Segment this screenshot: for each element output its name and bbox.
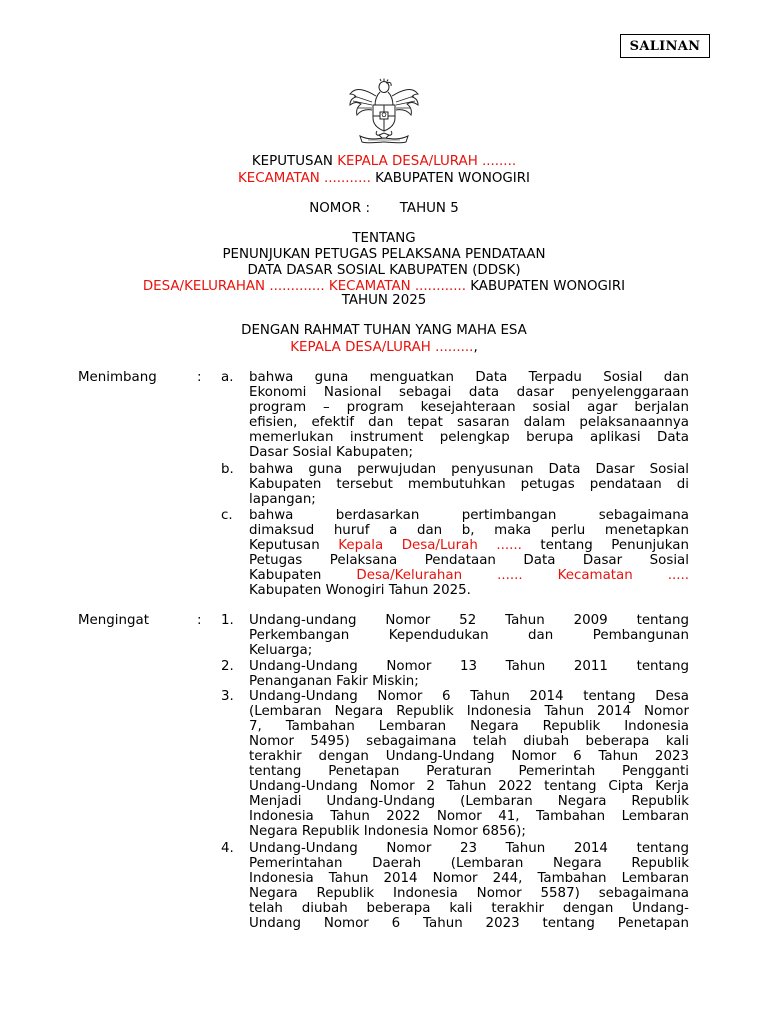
mengingat-colon: :	[197, 613, 202, 628]
mengingat-4-text: Undang-Undang Nomor 23 Tahun 2014 tentang Pemerintahan Daerah (Lembaran Negara Republik Indonesia Tahun 2014 Nomor 244, Tambahan Lembaran Negara Republik Indonesia Nomor 5587) sebagaimana telah diubah beberapa kali terakhir dengan Undang- Undang Nomor 6 Tahun 2023 tentang Penetapan	[249, 841, 689, 931]
menimbang-a-text: bahwa guna menguatkan Data Terpadu Sosial dan Ekonomi Nasional sebagai data dasar penyelenggaraan program – program kesejahteraan sosial agar berjalan efisien, efektif dan tepat sasaran dalam pelaksanaannya memerlukan instrument pelengkap berupa aplikasi Data Dasar Sosial Kabupaten;	[249, 370, 689, 460]
menimbang-c-text: bahwa berdasarkan pertimbangan sebagaimana dimaksud huruf a dan b, maka perlu menetapkan Keputusan Kepala Desa/Lurah ...... tentang Penunjukan Petugas Pelaksana Pendataan Data Dasar Sosial Kabupaten Desa/Kelurahan ...... Kecamatan ..... Kabupaten Wonogiri Tahun 2025.	[249, 508, 689, 598]
mengingat-2-mark: 2.	[221, 659, 234, 674]
document-number: NOMOR : TAHUN 5	[309, 201, 459, 216]
kepala-line: KEPALA DESA/LURAH .........,	[290, 340, 478, 355]
subject-line-1: PENUNJUKAN PETUGAS PELAKSANA PENDATAAN	[222, 247, 546, 262]
menimbang-label: Menimbang	[78, 370, 157, 385]
menimbang-b-mark: b.	[221, 462, 234, 477]
mengingat-4-mark: 4.	[221, 841, 234, 856]
subject-year: TAHUN 2025	[341, 293, 427, 308]
mengingat-1-mark: 1.	[221, 613, 234, 628]
subject-line-2: DATA DASAR SOSIAL KABUPATEN (DDSK)	[247, 263, 521, 278]
menimbang-c-mark: c.	[221, 508, 233, 523]
salinan-stamp: SALINAN	[620, 34, 710, 58]
mengingat-label: Mengingat	[78, 613, 149, 628]
menimbang-a-mark: a.	[221, 370, 234, 385]
rahmat-line: DENGAN RAHMAT TUHAN YANG MAHA ESA	[241, 323, 527, 338]
mengingat-1-text: Undang-undang Nomor 52 Tahun 2009 tentang Perkembangan Kependudukan dan Pembangunan Keluarga;	[249, 613, 689, 658]
mengingat-2-text: Undang-Undang Nomor 13 Tahun 2011 tentang Penanganan Fakir Miskin;	[249, 659, 689, 689]
tentang-heading: TENTANG	[352, 231, 416, 246]
mengingat-3-text: Undang-Undang Nomor 6 Tahun 2014 tentang Desa (Lembaran Negara Republik Indonesia Tahun 2014 Nomor 7, Tambahan Lembaran Negara Republik Indonesia Nomor 5495) sebagaimana telah diubah beberapa kali terakhir dengan Undang-Undang Nomor 6 Tahun 2023 tentang Penetapan Peraturan Pemerintah Pengganti Undang-Undang Nomor 2 Tahun 2022 tentang Cipta Kerja Menjadi Undang-Undang (Lembaran Negara Republik Indonesia Tahun 2022 Nomor 41, Tambahan Lembaran Negara Republik Indonesia Nomor 6856);	[249, 689, 689, 839]
garuda-emblem-icon	[346, 78, 422, 144]
subject-line-3: DESA/KELURAHAN ............. KECAMATAN ............ KABUPATEN WONOGIRI	[142, 279, 626, 294]
menimbang-b-text: bahwa guna perwujudan penyusunan Data Dasar Sosial Kabupaten tersebut membutuhkan petugas pendataan di lapangan;	[249, 462, 689, 507]
title-line-2: KECAMATAN ........... KABUPATEN WONOGIRI	[238, 171, 530, 186]
mengingat-3-mark: 3.	[221, 689, 234, 704]
title-line-1: KEPUTUSAN KEPALA DESA/LURAH ........	[251, 154, 517, 169]
menimbang-colon: :	[197, 370, 202, 385]
